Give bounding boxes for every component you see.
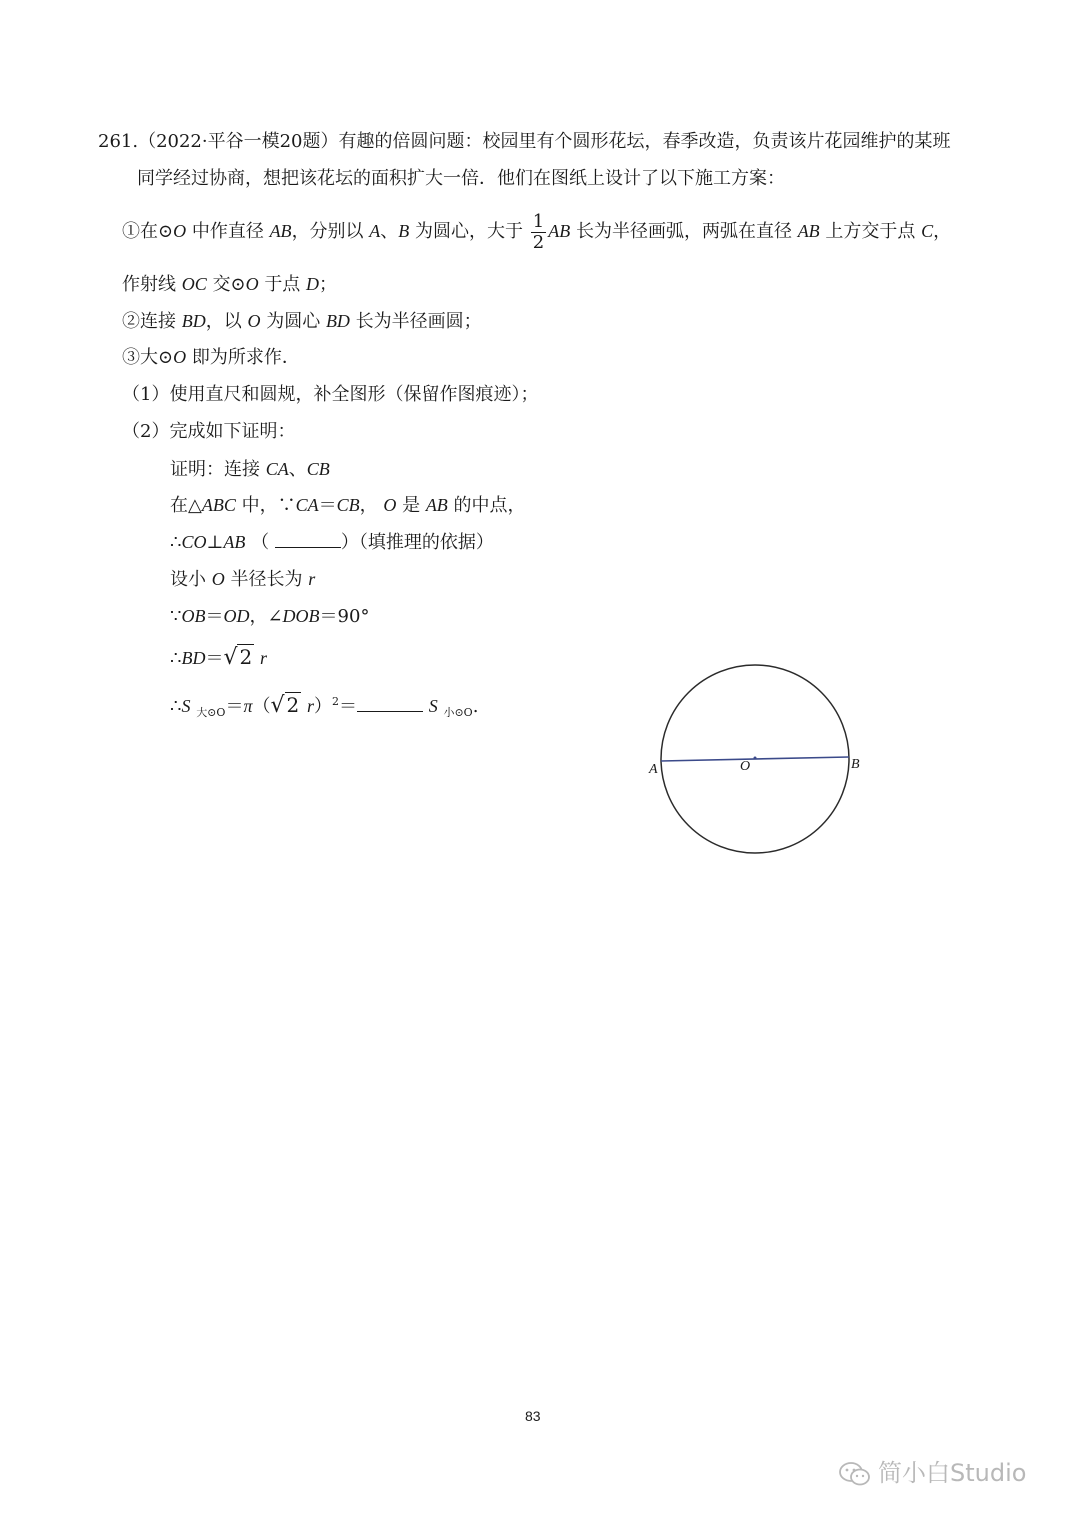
step2-line: [122, 309, 482, 334]
label-b: B: [851, 757, 860, 772]
t: ＝: [338, 696, 357, 717]
question-2: [122, 420, 295, 444]
t: 为圆心: [266, 311, 321, 332]
fraction-one-half: [531, 212, 546, 253]
t: BD: [181, 648, 206, 668]
t: CO: [181, 532, 207, 552]
subscript-small-circle: 小⊙O: [443, 706, 473, 719]
t: ＝: [318, 495, 337, 516]
proof-line-7: [170, 690, 478, 725]
t: CA: [295, 495, 319, 515]
t: AB: [223, 532, 246, 552]
page-number: 83: [525, 1408, 541, 1424]
fraction-numerator: 1: [532, 210, 545, 232]
t: （: [252, 696, 271, 717]
t: 于点: [264, 274, 301, 295]
step1-line: [122, 209, 951, 254]
t: 证明：连接: [170, 459, 260, 480]
t: 的中点，: [453, 495, 526, 516]
t: 上方交于点: [825, 221, 916, 242]
question-1: [122, 383, 538, 407]
t: ＝: [205, 648, 224, 669]
label-a: A: [649, 762, 658, 777]
t: 中，∵: [241, 495, 296, 516]
t: CB: [306, 459, 330, 479]
t: AB: [425, 495, 448, 515]
watermark-text: 简小白Studio: [878, 1459, 1027, 1487]
t: ＝90°: [319, 606, 370, 627]
t: O: [247, 311, 261, 331]
t: π: [243, 696, 253, 716]
t: ，: [933, 221, 952, 242]
t: B: [398, 221, 410, 241]
t: r: [306, 696, 314, 716]
t: 长为半径画弧，两弧在直径: [575, 221, 792, 242]
fraction-denominator: 2: [532, 231, 545, 253]
t: ∴: [170, 532, 182, 553]
t: ①在⊙: [122, 221, 174, 242]
t: OB: [181, 606, 206, 626]
step3-line: [122, 345, 300, 370]
sqrt-symbol: √: [223, 645, 238, 670]
t: A: [369, 221, 381, 241]
t: ，: [359, 495, 378, 516]
t: ，分别以: [291, 221, 364, 242]
problem-header-line1: [98, 130, 951, 154]
t: （: [251, 532, 270, 553]
t: 交⊙: [212, 274, 246, 295]
t: 2: [286, 693, 300, 717]
t: S: [428, 696, 438, 716]
step1-continued: [122, 272, 337, 297]
header-text-1: 261.（2022·平谷一模20题）有趣的倍圆问题：校园里有个圆形花坛，春季改造，负责该片花园维护的某班: [98, 131, 951, 152]
t: ∴: [170, 696, 182, 717]
t: ＝: [205, 606, 224, 627]
header-text-2: 同学经过协商，想把该花坛的面积扩大一倍．他们在图纸上设计了以下施工方案：: [137, 168, 785, 189]
t: ⊥: [206, 532, 224, 553]
t: （1）使用直尺和圆规，补全图形（保留作图痕迹）；: [122, 384, 539, 405]
t: 在△: [170, 495, 202, 516]
label-o: O: [740, 759, 751, 774]
t: C: [921, 221, 934, 241]
t: S: [181, 696, 191, 716]
t: r: [308, 569, 316, 589]
proof-line-5: [170, 604, 369, 629]
t: O: [211, 569, 225, 589]
t: （2）完成如下证明：: [122, 421, 296, 442]
t: 作射线: [122, 274, 176, 295]
t: AB: [548, 221, 571, 241]
t: 设小: [170, 569, 206, 590]
t: ）: [313, 696, 332, 717]
t: AB: [269, 221, 292, 241]
t: ②连接: [122, 311, 176, 332]
wechat-icon: [838, 1460, 872, 1488]
t: O: [383, 495, 397, 515]
t: CA: [265, 459, 289, 479]
answer-blank-ratio[interactable]: [357, 695, 423, 712]
t: ）（填推理的依据）: [340, 532, 494, 553]
t: ，∠: [249, 606, 283, 627]
subscript-big-circle: 大⊙O: [196, 706, 226, 719]
t: OC: [181, 274, 207, 294]
t: ＝: [225, 696, 244, 717]
t: ；: [319, 274, 338, 295]
proof-line-2: [170, 493, 526, 518]
t: ③大⊙: [122, 347, 174, 368]
proof-line-4: [170, 567, 315, 592]
t: D: [306, 274, 320, 294]
t: O: [245, 274, 259, 294]
superscript: 2: [331, 695, 339, 708]
t: DOB: [282, 606, 320, 626]
watermark: [838, 1453, 1026, 1488]
t: CB: [336, 495, 360, 515]
t: 是: [402, 495, 421, 516]
t: ∵: [170, 606, 182, 627]
t: BD: [181, 311, 206, 331]
t: r: [259, 648, 267, 668]
t: 为圆心，大于: [415, 221, 524, 242]
sqrt-symbol: √: [270, 693, 285, 718]
t: O: [173, 221, 187, 241]
circle-figure: [640, 655, 870, 860]
proof-line-6: [170, 645, 267, 671]
t: BD: [325, 311, 350, 331]
t: .: [472, 696, 479, 717]
center-point: [754, 757, 757, 760]
answer-blank-reason[interactable]: [275, 531, 341, 548]
t: 2: [239, 645, 253, 669]
t: ∴: [170, 648, 182, 669]
t: 中作直径: [191, 221, 264, 242]
t: AB: [797, 221, 820, 241]
t: 、: [288, 459, 307, 480]
t: ABC: [201, 495, 236, 515]
t: 、: [380, 221, 399, 242]
t: OD: [223, 606, 250, 626]
t: 即为所求作．: [191, 347, 300, 368]
t: O: [173, 347, 187, 367]
proof-line-3: [170, 530, 494, 555]
problem-header-line2: [137, 167, 785, 191]
t: 半径长为: [230, 569, 303, 590]
t: ，以: [205, 311, 242, 332]
t: 长为半径画圆；: [355, 311, 482, 332]
proof-line-1: [170, 457, 330, 482]
